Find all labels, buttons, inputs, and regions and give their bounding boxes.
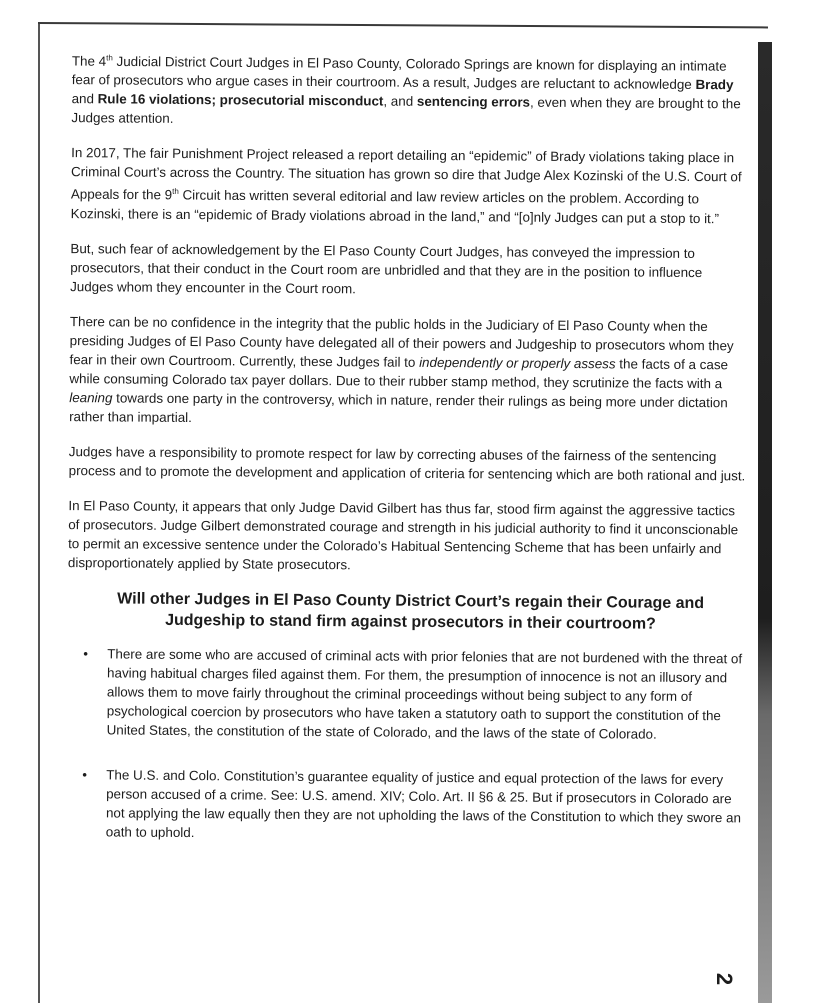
paragraph <box>71 144 750 229</box>
bullet-item <box>54 765 745 846</box>
text-run: towards one party in the controversy, which in nature, render their rulings as being more under dictation rather than impartial. <box>69 390 728 425</box>
text-run: The 4 <box>71 53 107 69</box>
body-paragraphs <box>56 48 750 577</box>
paragraph <box>70 239 748 301</box>
ordinal-suffix: th <box>106 53 113 63</box>
text-run: In 2017, The fair Punishment Project released a report detailing an “epidemic” of Brady violations taking place in Criminal Court’s across the Country. The situation has grown so dire that Judge Alex Kozinski of the U.S. Court of Appeals for the 9 <box>70 145 742 203</box>
bullet-dot-icon: • <box>82 767 88 783</box>
italic-text: independently or properly assess <box>419 354 616 372</box>
document-page <box>54 48 750 872</box>
paragraph <box>69 442 747 485</box>
page-number: 2 <box>712 972 738 986</box>
text-run: and <box>71 91 98 107</box>
paragraph <box>69 312 748 431</box>
italic-text: leaning <box>69 390 113 406</box>
text-run: There can be no confidence in the integrity that the public holds in the Judiciary of El Paso County when the presiding Judges of El Paso County have delegated all of their powers and Judgeship to prosecutors whom they fear in their own Courtroom. Currently, these Judges fail to <box>69 314 734 370</box>
text-run: , even when they are brought to the Judges attention. <box>71 95 741 127</box>
text-run: Judges have a responsibility to promote respect for law by correcting abuses of the fairness of the sentencing process and to promote the development and application of criteria for sentencing which are both rational and just. <box>68 444 746 484</box>
scan-page-left-edge <box>38 24 40 1003</box>
bullet-item <box>55 644 746 744</box>
section-heading: Will other Judges in El Paso County District Court’s regain their Courage and Judgeship to stand firm against prosecutors in their courtroom? <box>117 590 705 633</box>
ordinal-suffix: th <box>172 187 179 197</box>
text-run: , and <box>383 94 417 110</box>
text-run: But, such fear of acknowledgement by the El Paso County Court Judges, has conveyed the impression to prosecutors, that their conduct in the Court room are unbridled and that they are in the position to influence Judges whom they encounter in the Court room. <box>70 241 703 297</box>
scan-binding-shadow <box>758 42 772 1003</box>
scan-page-top-edge <box>38 22 768 28</box>
paragraph <box>68 496 747 577</box>
text-run: Judicial District Court Judges in El Paso County, Colorado Springs are known for displaying an intimate fear of prosecutors who argue cases in their courtroom. As a result, Judges are reluctant to acknowledge <box>71 53 727 93</box>
bold-text: Brady <box>695 77 734 93</box>
bullet-list <box>54 644 746 846</box>
bullet-text: The U.S. and Colo. Constitution’s guarantee equality of justice and equal protection of the laws for every person accused of a crime. See: U.S. amend. XIV; Colo. Art. II §6 & 25. But if prosecutors in Colorado are not applying the law equally then they are not upholding the laws of the Constitution to which they swore an oath to uphold. <box>105 767 742 841</box>
text-run: In El Paso County, it appears that only Judge David Gilbert has thus far, stood firm against the aggressive tactics of prosecutors. Judge Gilbert demonstrated courage and strength in his judicial authority to find it unconscionable to permit an excessive sentence under the Colorado’s Habitual Sentencing Scheme that has been unfairly and disproportionately applied by State prosecutors. <box>67 498 739 573</box>
text-run: the facts of a case while consuming Colorado tax payer dollars. Due to their rubber stamp method, they scrutinize the facts with a <box>69 356 729 392</box>
bullet-dot-icon: • <box>83 646 89 662</box>
bullet-text: There are some who are accused of criminal acts with prior felonies that are not burdened with the threat of having habitual charges filed against them. For them, the presumption of innocence is not an illusory and allows them to move fairly throughout the criminal proceedings without being subject to any form of psychological coercion by prosecutors who have taken a statutory oath to support the constitution of the United States, the constitution of the state of Colorado, and the laws of the state of Colorado. <box>106 646 743 742</box>
bold-text: sentencing errors <box>416 94 531 111</box>
paragraph <box>71 48 750 133</box>
bold-text: Rule 16 violations; prosecutorial misconduct <box>97 91 384 110</box>
text-run: Circuit has written several editorial and law review articles on the problem. According to Kozinski, there is an “epidemic of Brady violations abroad in the land,” and “[o]nly Judges can put a stop to it.” <box>70 187 720 227</box>
